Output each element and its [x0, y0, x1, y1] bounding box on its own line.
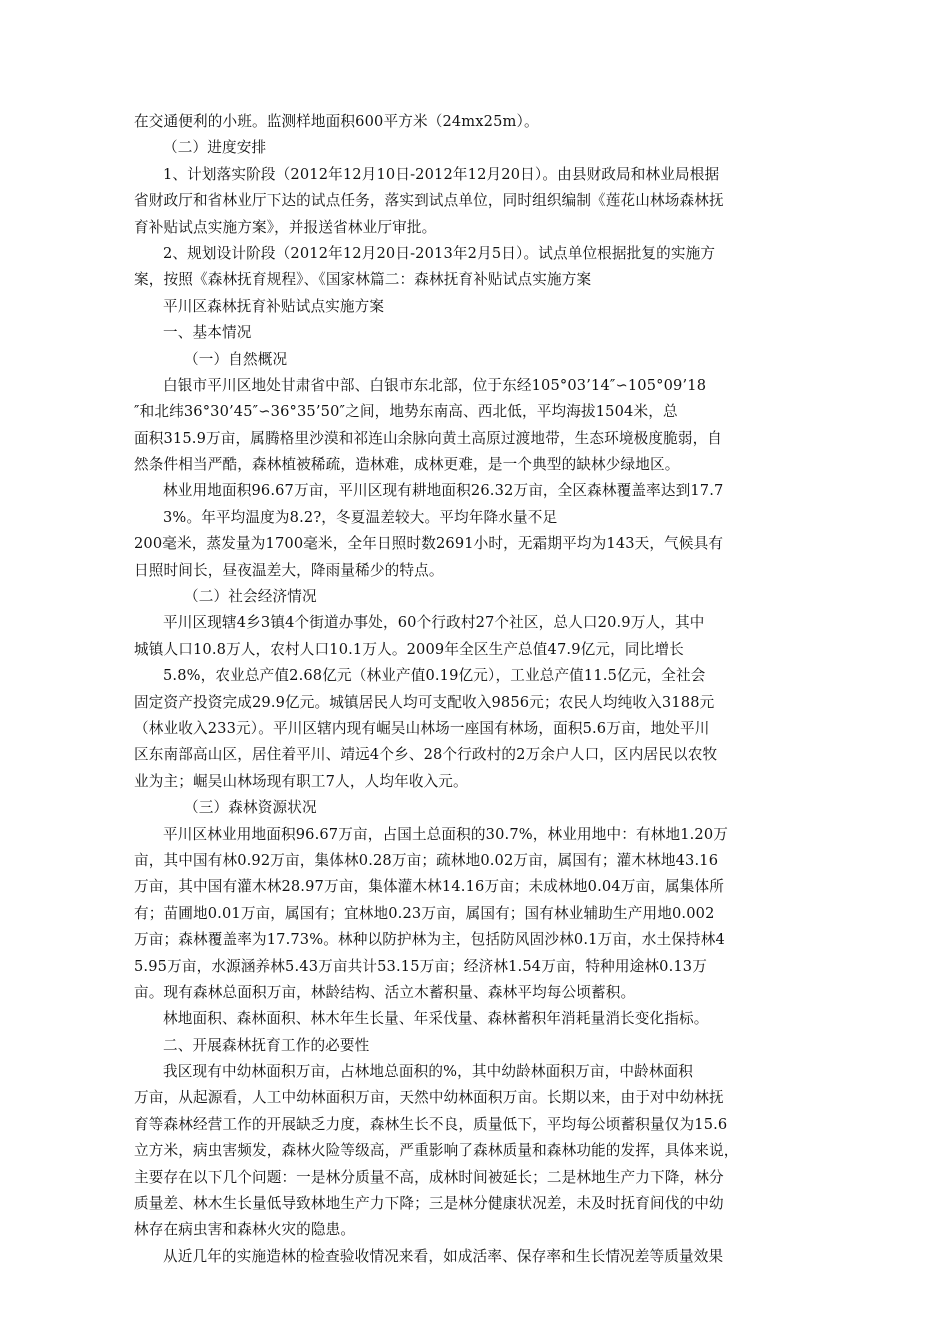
text-line: 日照时间长，昼夜温差大，降雨量稀少的特点。: [134, 561, 444, 579]
text-line: 面积315.9万亩，属腾格里沙漠和祁连山余脉向黄土高原过渡地带，生态环境极度脆弱，自: [134, 429, 723, 447]
text-line: 2、规划设计阶段（2012年12月20日-2013年2月5日）。试点单位根据批复的实施方: [163, 244, 716, 262]
text-line: 林地面积、森林面积、林木年生长量、年采伐量、森林蓄积年消耗量消长变化指标。: [163, 1010, 709, 1028]
text-line: 有；苗圃地0.01万亩，属国有；宜林地0.23万亩，属国有；国有林业辅助生产用地0.002: [134, 904, 715, 922]
text-line: 区东南部高山区，居住着平川、靖远4个乡、28个行政村的2万余户人口，区内居民以农牧: [134, 746, 718, 764]
text-line: 从近几年的实施造林的检查验收情况来看，如成活率、保存率和生长情况差等质量效果: [163, 1247, 724, 1265]
text-line: 平川区现辖4乡3镇4个街道办事处，60个行政村27个社区，总人口20.9万人，其中: [163, 614, 705, 632]
section-heading: （二）进度安排: [163, 139, 267, 157]
text-line: 固定资产投资完成29.9亿元。城镇居民人均可支配收入9856元；农民人均纯收入3188元: [134, 693, 715, 711]
text-line: 白银市平川区地处甘肃省中部、白银市东北部，位于东经105°03’14″∽105°09’18: [163, 376, 707, 394]
text-line: 林存在病虫害和森林火灾的隐患。: [134, 1221, 356, 1239]
document-title: 平川区森林抚育补贴试点实施方案: [163, 297, 385, 315]
text-line: 业为主；崛吴山林场现有职工7人，人均年收入元。: [134, 772, 468, 790]
text-line: 立方米，病虫害频发，森林火险等级高，严重影响了森林质量和森林功能的发挥，具体来说，: [134, 1142, 739, 1160]
section-heading: （三）森林资源状况: [184, 799, 317, 817]
section-heading: （二）社会经济情况: [184, 588, 317, 606]
text-line: 主要存在以下几个问题：一是林分质量不高，成林时间被延长；二是林地生产力下降，林分: [134, 1168, 724, 1186]
text-line: 5.95万亩，水源涵养林5.43万亩共计53.15万亩；经济林1.54万亩，特种用途林0.13万: [134, 957, 707, 975]
text-line: 我区现有中幼林面积万亩，占林地总面积的%，其中幼龄林面积万亩，中龄林面积: [163, 1063, 694, 1081]
text-line: 育补贴试点实施方案》，并报送省林业厅审批。: [134, 218, 437, 236]
text-line: （林业收入233元）。平川区辖内现有崛吴山林场一座国有林场，面积5.6万亩，地处平川: [134, 719, 710, 737]
text-line: 案，按照《森林抚育规程》、《国家林篇二：森林抚育补贴试点实施方案: [134, 271, 592, 289]
text-line: 平川区林业用地面积96.67万亩，占国土总面积的30.7%，林业用地中：有林地1.20万: [163, 825, 729, 843]
text-line: 在交通便利的小班。监测样地面积600平方米（24mx25m）。: [134, 113, 539, 130]
text-line: 省财政厅和省林业厅下达的试点任务，落实到试点单位，同时组织编制《莲花山林场森林抚: [134, 192, 724, 210]
text-line: 1、计划落实阶段（2012年12月10日-2012年12月20日）。由县财政局和林业局根据: [163, 165, 720, 183]
text-line: 然条件相当严酷，森林植被稀疏，造林难，成林更难，是一个典型的缺林少绿地区。: [134, 456, 680, 474]
text-line: 5.8%，农业总产值2.68亿元（林业产值0.19亿元），工业总产值11.5亿元，全社会: [163, 667, 706, 685]
section-heading: 一、基本情况: [163, 324, 252, 342]
section-heading: 二、开展森林抚育工作的必要性: [163, 1036, 370, 1054]
text-line: 亩，其中国有林0.92万亩，集体林0.28万亩；疏林地0.02万亩，属国有；灌木林地43.16: [134, 851, 719, 869]
section-heading: （一）自然概况: [184, 350, 288, 368]
text-line: 林业用地面积96.67万亩，平川区现有耕地面积26.32万亩，全区森林覆盖率达到17.7: [163, 482, 724, 500]
text-line: 万亩；森林覆盖率为17.73%。林种以防护林为主，包括防风固沙林0.1万亩，水土保持林4: [134, 931, 725, 949]
text-line: 质量差、林木生长量低导致林地生产力下降；三是林分健康状况差，未及时抚育间伐的中幼: [134, 1195, 724, 1213]
text-line: 万亩，其中国有灌木林28.97万亩，集体灌木林14.16万亩；未成林地0.04万亩，属集体所: [134, 878, 724, 896]
text-line: 200毫米，蒸发量为1700毫米，全年日照时数2691小时，无霜期平均为143天，气候具有: [134, 535, 724, 553]
text-line: 城镇人口10.8万人，农村人口10.1万人。2009年全区生产总值47.9亿元，同比增长: [134, 640, 684, 658]
text-line: 万亩，从起源看，人工中幼林面积万亩，天然中幼林面积万亩。长期以来，由于对中幼林抚: [134, 1089, 724, 1107]
document-body: [134, 109, 824, 1270]
text-line: 育等森林经营工作的开展缺乏力度，森林生长不良，质量低下，平均每公顷蓄积量仅为15.6: [134, 1115, 728, 1133]
text-line: 3%。年平均温度为8.2?，冬夏温差较大。平均年降水量不足: [163, 508, 558, 526]
text-line: 亩。现有森林总面积万亩，林龄结构、活立木蓄积量、森林平均每公顷蓄积。: [134, 983, 636, 1001]
text-line: ″和北纬36°30’45″∽36°35’50″之间，地势东南高、西北低，平均海拔1504米，总: [134, 403, 678, 421]
